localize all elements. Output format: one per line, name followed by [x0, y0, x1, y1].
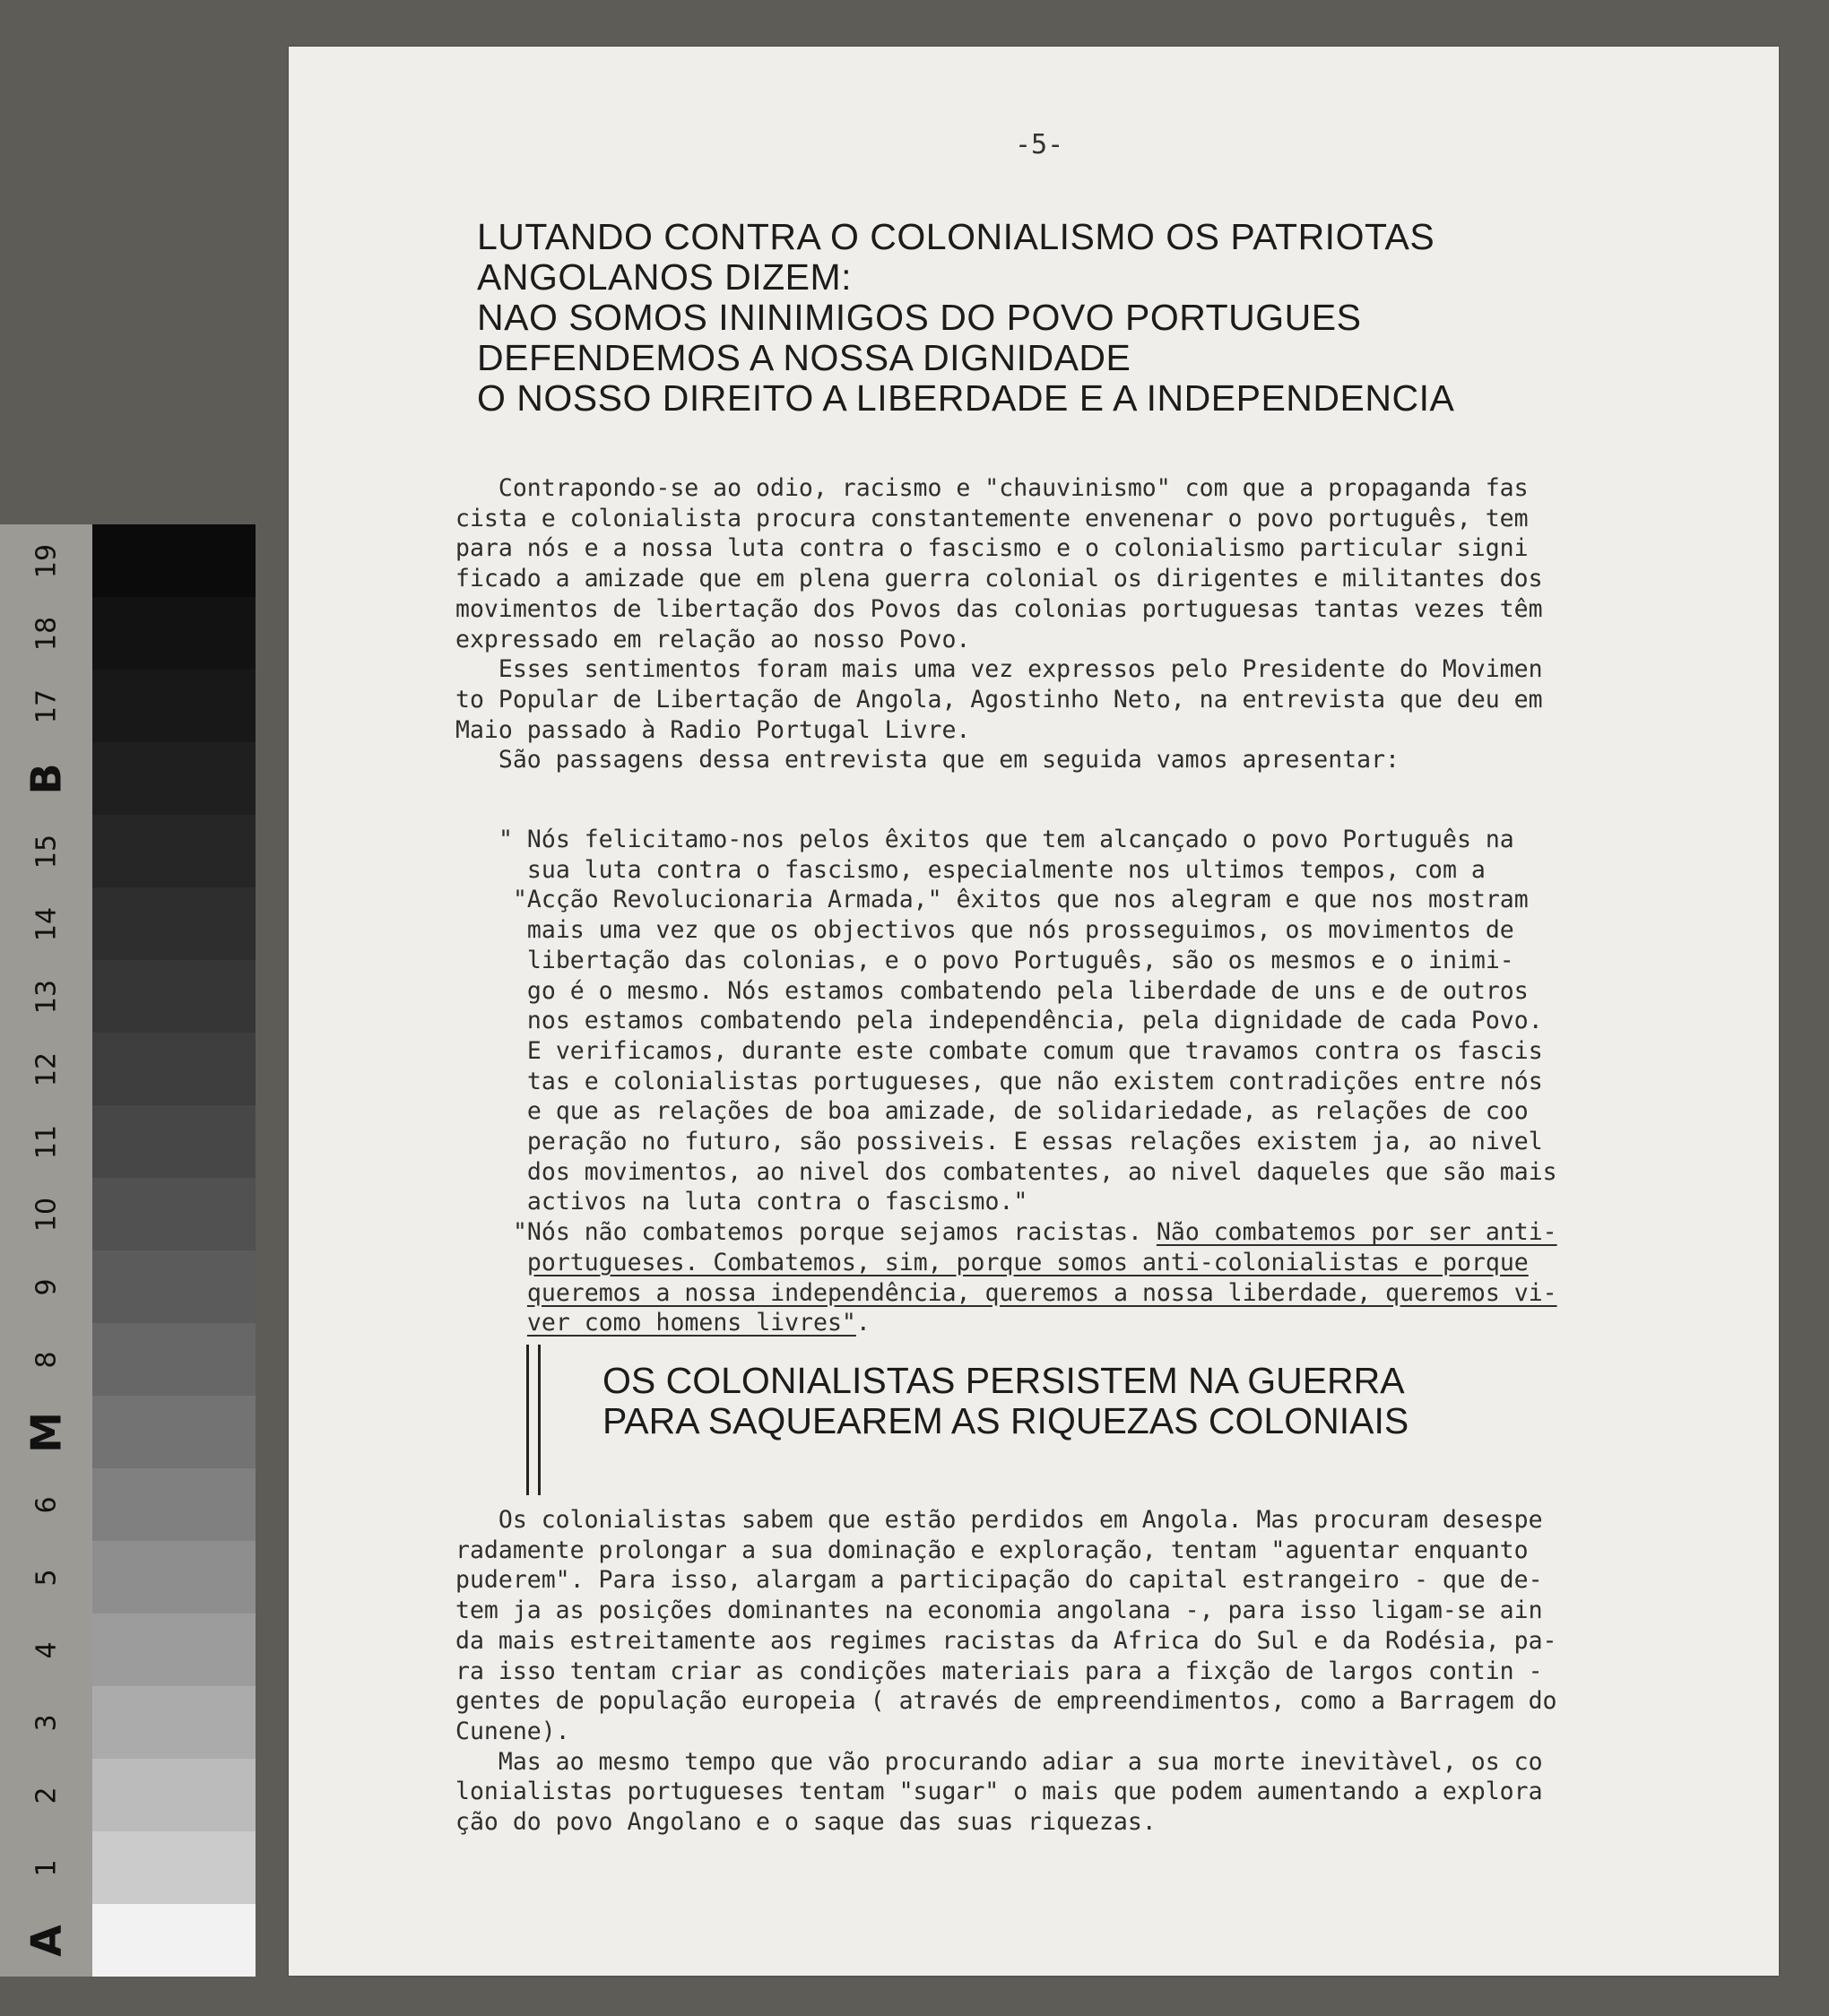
main-heading: [477, 217, 1660, 419]
scale-number: 13: [30, 979, 62, 1014]
scale-number: B: [22, 762, 71, 795]
gray-patch: [92, 1323, 256, 1396]
interview-quote: [498, 825, 1557, 1338]
gray-patch: [92, 1105, 256, 1178]
gray-patch: [92, 1759, 256, 1831]
page-number: -5-: [1015, 129, 1064, 160]
gray-patch: [92, 524, 256, 597]
scale-number: 6: [30, 1495, 62, 1514]
subheading-line: PARA SAQUEAREM AS RIQUEZAS COLONIAIS: [602, 1400, 1409, 1441]
scale-number: 4: [30, 1640, 62, 1659]
scale-number: 10: [30, 1197, 62, 1232]
scale-number: 14: [30, 906, 62, 941]
gray-patch: [92, 1614, 256, 1686]
color-calibration-strip: [0, 524, 256, 1977]
gray-patch: [92, 887, 256, 960]
scale-number: 12: [30, 1051, 62, 1086]
subheading-line: OS COLONIALISTAS PERSISTEM NA GUERRA: [602, 1360, 1405, 1401]
scale-number: 15: [30, 834, 62, 869]
gray-patch: [92, 1686, 256, 1759]
gray-patch: [92, 1033, 256, 1105]
sub-heading: [602, 1361, 1589, 1441]
subheading-double-rule: [526, 1345, 541, 1495]
gray-patch: [92, 1831, 256, 1904]
quote2-prefix: "Nós não combatemos porque sejamos racistas.: [498, 1218, 1157, 1247]
intro-paragraph: Contrapondo-se ao odio, racismo e "chauvinismo" com que a propaganda fas cista e colonialista procura constantemente envenenar o povo português, tem para nós e a nossa luta contra o fascismo e o colonialismo particular signi ficado a amizade que em plena guerra colonial os dirigentes e militantes dos movimentos de libertação dos Povos das colonias portuguesas tantas vezes têm expressado em relação ao nosso Povo. Esses sentimentos foram mais uma vez expressos pelo Presidente do Movimen to Popular de Libertação de Angola, Agostinho Neto, na entrevista que deu em Maio passado à Radio Portugal Livre. São passagens dessa entrevista que em seguida vamos apresentar:: [455, 474, 1543, 774]
scale-number-column: [0, 524, 92, 1977]
heading-line: LUTANDO CONTRA O COLONIALISMO OS PATRIOTAS: [477, 216, 1435, 257]
gray-patch: [92, 815, 256, 887]
scale-number: 8: [30, 1350, 62, 1369]
scale-number: 2: [30, 1786, 62, 1804]
scale-number: A: [22, 1924, 71, 1957]
quote2-underlined: queremos a nossa independência, queremos a nossa liberdade, queremos vi-: [526, 1278, 1557, 1307]
scale-number: 5: [30, 1568, 62, 1587]
heading-line: O NOSSO DIREITO A LIBERDADE E A INDEPENDENCIA: [477, 377, 1455, 419]
quote2-underlined: portugueses. Combatemos, sim, porque somos anti-colonialistas e porque: [526, 1248, 1529, 1276]
quote2-underlined: Não combatemos por ser anti-: [1156, 1218, 1557, 1247]
document-page: [289, 47, 1779, 1976]
quote2-end: .: [855, 1309, 871, 1337]
gray-patch: [92, 670, 256, 742]
scale-number: M: [22, 1411, 71, 1453]
colonialists-paragraph: Os colonialistas sabem que estão perdidos em Angola. Mas procuram desespe radamente prolongar a sua dominação e exploração, tentam "aguentar enquanto puderem". Para isso, alargam a participação do capital estrangeiro - que de- tem ja as posições dominantes na economia angolana -, para isso ligam-se ain da mais estreitamente aos regimes racistas da Africa do Sul e da Rodésia, pa- ra isso tentam criar as condições materiais para a fixção de largos contin - gentes de população europeia ( através de empreendimentos, como a Barragem do Cunene). Mas ao mesmo tempo que vão procurando adiar a sua morte inevitàvel, os co lonialistas portugueses tentam "sugar" o mais que podem aumentando a explora ção do povo Angolano e o saque das suas riquezas.: [455, 1506, 1557, 1837]
scale-number: 1: [30, 1858, 62, 1877]
gray-patch: [92, 1541, 256, 1614]
heading-line: DEFENDEMOS A NOSSA DIGNIDADE: [477, 337, 1131, 378]
scale-number: 17: [30, 688, 62, 723]
scale-number: 19: [30, 543, 62, 578]
heading-line: ANGOLANOS DIZEM:: [477, 256, 853, 298]
gray-patch: [92, 1178, 256, 1250]
scale-number: 18: [30, 616, 62, 651]
gray-patch: [92, 742, 256, 815]
quote-body: " Nós felicitamo-nos pelos êxitos que tem alcançado o povo Português na sua luta contra o fascismo, especialmente nos ultimos tempos, com a "Acção Revolucionaria Armada," êxitos que nos alegram e que nos mostram mais uma vez que os objectivos que nós prosseguimos, os movimentos de libertação das colonias, e o povo Português, são os mesmos e o inimi- go é o mesmo. Nós estamos combatendo pela liberdade de uns e de outros nos estamos combatendo pela independência, pela dignidade de cada Povo. E verificamos, durante este combate comum que travamos contra os fascis tas e colonialistas portugueses, que não existem contradições entre nós e que as relações de boa amizade, de solidariedade, as relações de coo peração no futuro, são possiveis. E essas relações existem ja, ao nivel dos movimentos, ao nivel dos combatentes, ao nivel daqueles que são mais activos na luta contra o fascismo.": [498, 826, 1557, 1216]
scale-number: 3: [30, 1713, 62, 1732]
heading-line: NAO SOMOS ININIMIGOS DO POVO PORTUGUES: [477, 297, 1362, 338]
gray-patch: [92, 1250, 256, 1323]
quote2-underlined: ver como homens livres": [526, 1309, 856, 1337]
gray-patch: [92, 1904, 256, 1977]
scale-number: 9: [30, 1277, 62, 1296]
gray-patch: [92, 960, 256, 1033]
gray-patch: [92, 597, 256, 670]
gray-patch: [92, 1396, 256, 1468]
scale-number: 11: [30, 1124, 62, 1159]
gray-patch: [92, 1468, 256, 1541]
